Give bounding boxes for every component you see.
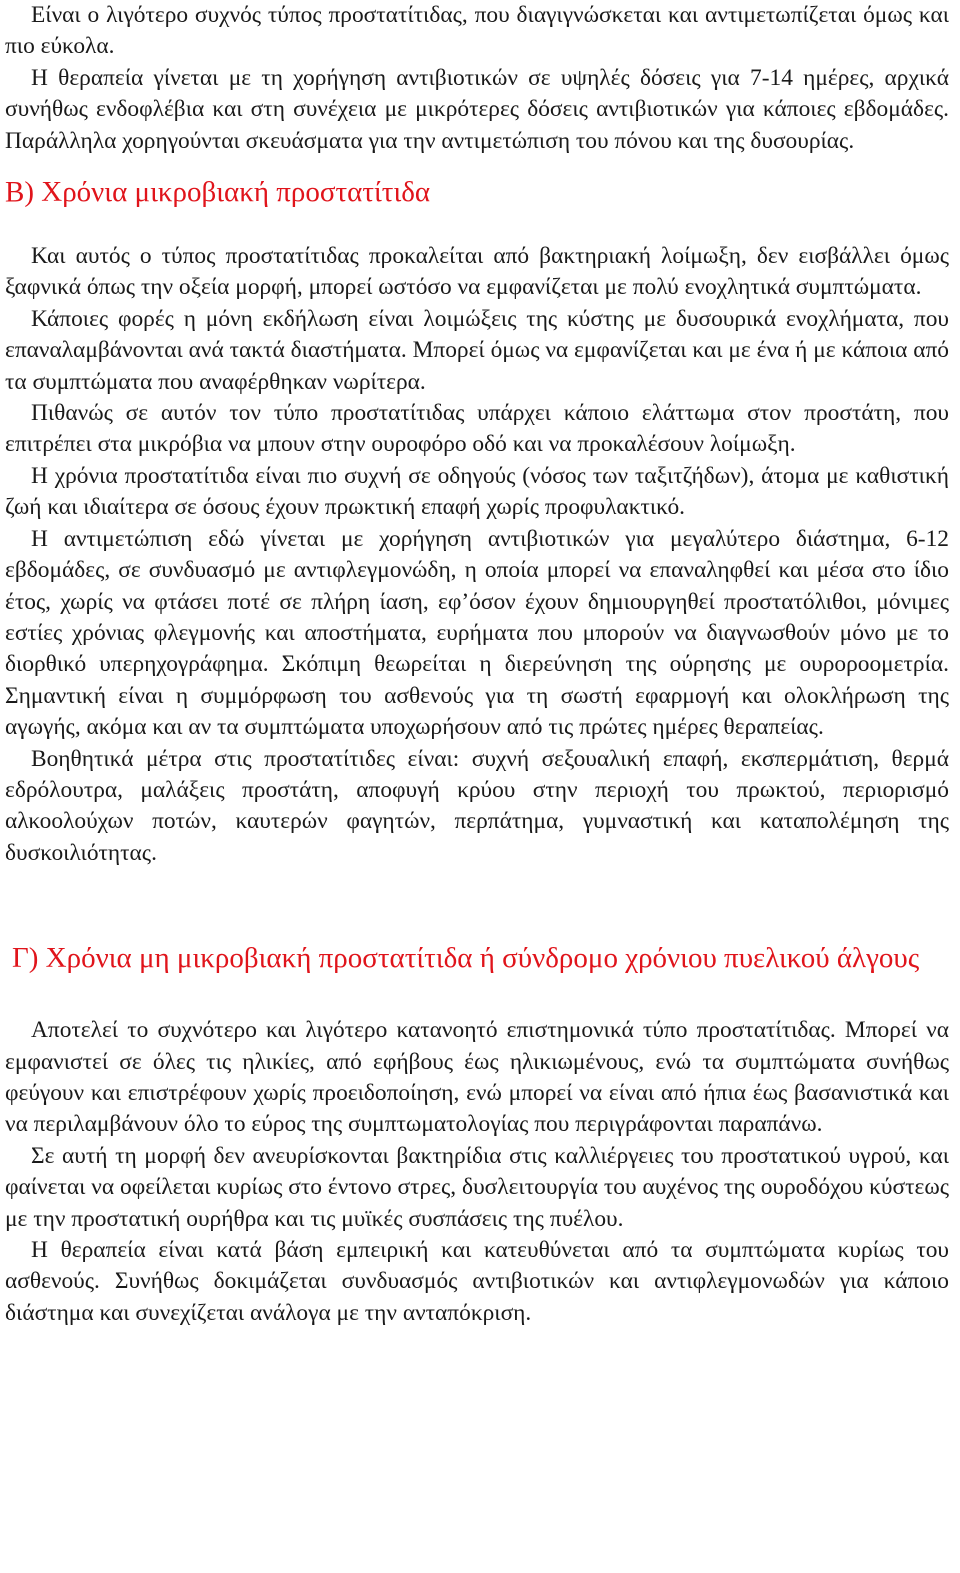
section-b-paragraph-6: Βοηθητικά μέτρα στις προστατίτιδες είναι: συχνή σεξουαλική επαφή, εκσπερμάτιση, θερμά εδρόλουτρα, μαλάξεις προστάτη, αποφυγή κρύου στην περιοχή του πρωκτού, περιορισμό αλκοολούχων ποτών, καυτερών φαγητών, περπάτημα, γυμναστική και καταπολέμηση της δυσκοιλιότητας. — [5, 745, 949, 866]
section-b-heading: Β) Χρόνια μικροβιακή προστατίτιδα — [5, 176, 431, 209]
section-b-paragraph-2: Κάποιες φορές η μόνη εκδήλωση είναι λοιμώξεις της κύστης με δυσουρικά ενοχλήματα, που επαναλαμβάνονται ανά τακτά διαστήματα. Μπορεί όμως να εμφανίζεται και με ένα ή με κάποια από τα συμπτώματα που αναφέρθηκαν νωρίτερα. — [5, 305, 949, 395]
document-page — [5, 0, 949, 1329]
section-g-heading: Γ) Χρόνια μη μικροβιακή προστατίτιδα ή σύνδρομο χρόνιου πυελικού άλγους — [12, 942, 920, 975]
section-b-paragraph-3: Πιθανώς σε αυτόν τον τύπο προστατίτιδας υπάρχει κάποιο ελάττωμα στον προστάτη, που επιτρέπει στα μικρόβια να μπουν στην ουροφόρο οδό και να προκαλέσουν λοίμωξη. — [5, 400, 949, 458]
section-g-paragraph-2: Σε αυτή τη μορφή δεν ανευρίσκονται βακτηρίδια στις καλλιέργειες του προστατικού υγρού, και φαίνεται να οφείλεται κυρίως στο έντονο στρες, δυσλειτουργία του αυχένος της ουροδόχου κύστεως με την προστατική ουρήθρα και τις μυϊκές συσπάσεις της πυέλου. — [5, 1142, 949, 1232]
intro-paragraph-1: Είναι ο λιγότερο συχνός τύπος προστατίτιδας, που διαγιγνώσκεται και αντιμετωπίζεται όμως και πιο εύκολα. — [5, 2, 949, 60]
section-b-paragraph-5: Η αντιμετώπιση εδώ γίνεται με χορήγηση αντιβιοτικών για μεγαλύτερο διάστημα, 6-12 εβδομάδες, σε συνδυασμό με αντιφλεγμονώδη, η οποία μπορεί να επαναληφθεί και μέσα στο ίδιο έτος, χωρίς να φτάσει ποτέ σε πλήρη ίαση, εφ’όσον έχουν δημιουργηθεί προστατόλιθοι, μόνιμες εστίες χρόνιας φλεγμονής και αποστήματα, ευρήματα που μπορούν να διαγνωσθούν μόνο με το διορθικό υπερηχογράφημα. Σκόπιμη θεωρείται η διερεύνηση της ούρησης με ουροροομετρία. Σημαντική είναι η συμμόρφωση του ασθενούς για τη σωστή εφαρμογή και ολοκλήρωση της αγωγής, ακόμα και αν τα συμπτώματα υποχωρήσουν από τις πρώτες ημέρες θεραπείας. — [5, 525, 949, 741]
section-g-paragraph-3: Η θεραπεία είναι κατά βάση εμπειρική και κατευθύνεται από τα συμπτώματα κυρίως του ασθενούς. Συνήθως δοκιμάζεται συνδυασμός αντιβιοτικών και αντιφλεγμονωδών για κάποιο διάστημα και συνεχίζεται ανάλογα με την ανταπόκριση. — [5, 1237, 949, 1326]
intro-paragraph-2: Η θεραπεία γίνεται με τη χορήγηση αντιβιοτικών σε υψηλές δόσεις για 7-14 ημέρες, αρχικά συνήθως ενδοφλέβια και στη συνέχεια με μικρότερες δόσεις αντιβιοτικών για κάποιες εβδομάδες. Παράλληλα χορηγούνται σκευάσματα για την αντιμετώπιση του πόνου και της δυσουρίας. — [5, 64, 949, 154]
section-b-paragraph-4: Η χρόνια προστατίτιδα είναι πιο συχνή σε οδηγούς (νόσος των ταξιτζήδων), άτομα με καθιστική ζωή και ιδιαίτερα σε όσους έχουν πρωκτική επαφή χωρίς προφυλακτικό. — [5, 462, 949, 521]
section-b-paragraph-1: Και αυτός ο τύπος προστατίτιδας προκαλείται από βακτηριακή λοίμωξη, δεν εισβάλλει όμως ξαφνικά όπως την οξεία μορφή, μπορεί ωστόσο να εμφανίζεται με πολύ ενοχλητικά συμπτώματα. — [5, 243, 949, 301]
section-g-paragraph-1: Αποτελεί το συχνότερο και λιγότερο κατανοητό επιστημονικά τύπο προστατίτιδας. Μπορεί να εμφανιστεί σε όλες τις ηλικίες, από εφήβους έως ηλικιωμένους, ενώ τα συμπτώματα συνήθως φεύγουν και επιστρέφουν χωρίς προειδοποίηση, ενώ μπορεί να είναι από ήπια έως βασανιστικά και να περιλαμβάνουν όλο το εύρος της συμπτωματολογίας που περιγράφονται παραπάνω. — [5, 1017, 949, 1138]
